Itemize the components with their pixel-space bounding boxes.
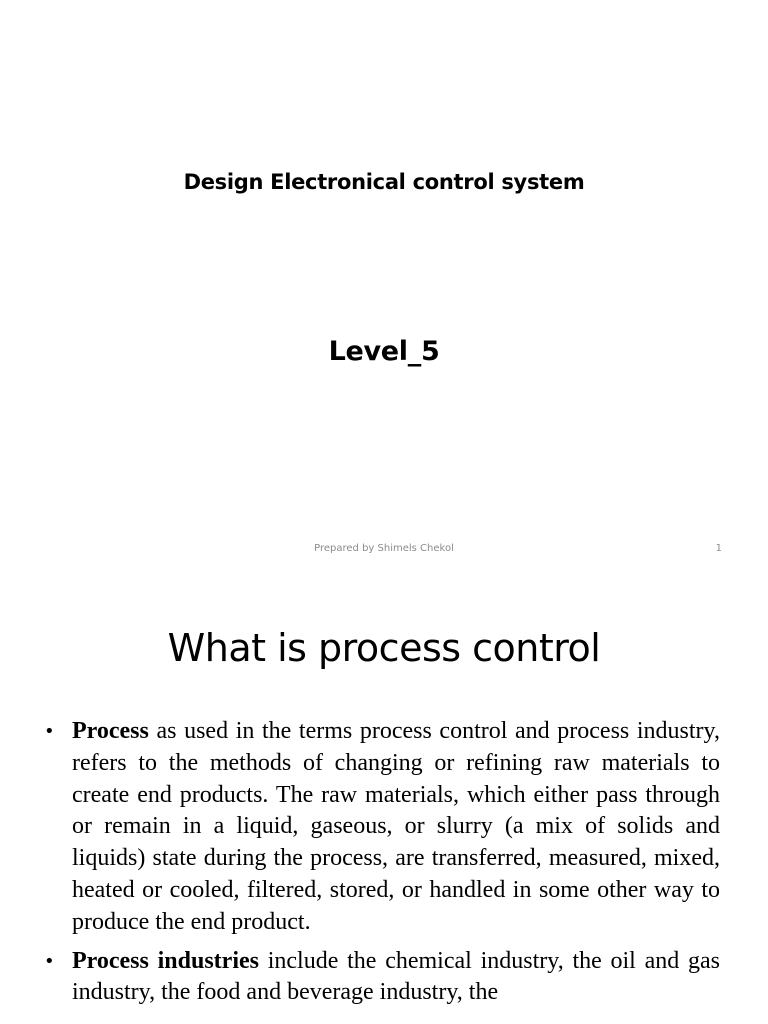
slide-footer: Prepared by Shimels Chekol: [314, 543, 454, 554]
slide-title: Design Electronical control system: [183, 170, 585, 194]
bullet-text: as used in the terms process control and process industry, refers to the methods of changing or refining raw materials to create end products. The raw materials, which either pass through or remain in a liquid, gaseous, or slurry (a mix of solids and liquids) state during the process, are transferred, measured, mixed, heated or cooled, filtered, stored, or handled in some other way to produce the end product.: [72, 718, 720, 935]
bullet-item: [44, 946, 720, 1010]
bullet-item: [44, 716, 720, 939]
slide-level: Level_5: [328, 336, 440, 367]
bullet-term: Process industries: [72, 947, 259, 974]
bullet-text: include the chemical industry, the oil and gas industry, the food and beverage industry, the: [72, 947, 721, 1006]
bullet-term: Process: [72, 718, 149, 744]
slide-heading: What is process control: [167, 626, 601, 670]
content-slide: [0, 576, 768, 1024]
bullet-icon: •: [44, 950, 55, 972]
bullet-list: [44, 716, 720, 1016]
page-number: 1: [715, 543, 722, 554]
bullet-icon: •: [44, 721, 55, 742]
